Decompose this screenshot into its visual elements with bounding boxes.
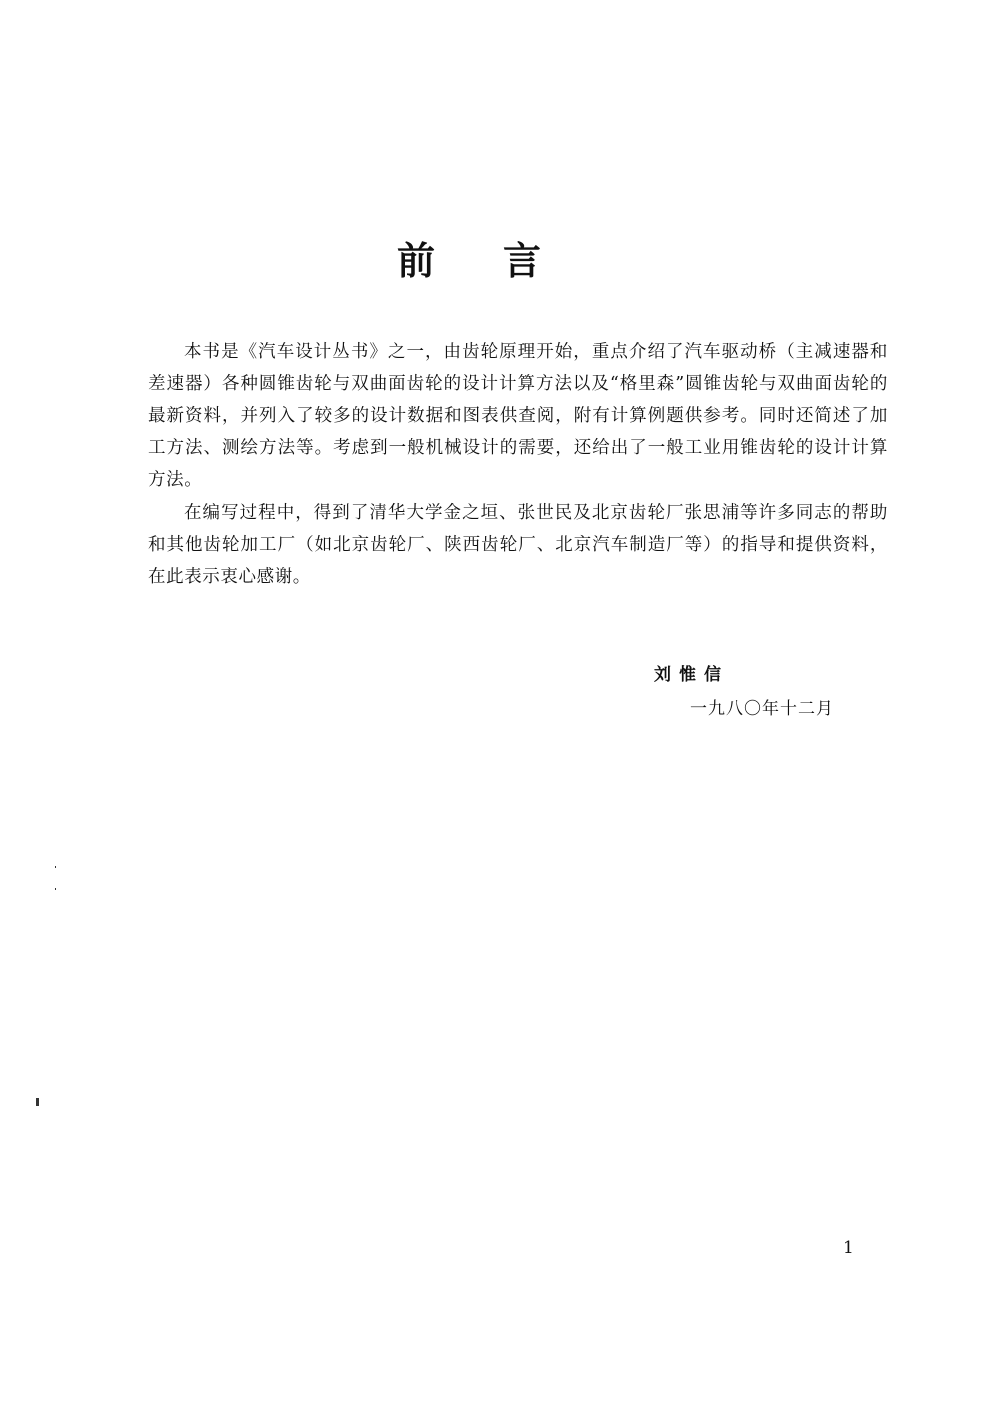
- scan-speck: [55, 866, 56, 868]
- author-signature: 刘惟信: [654, 665, 729, 685]
- preface-title: 前言: [396, 238, 609, 283]
- preface-paragraph-2: 在编写过程中，得到了清华大学金之垣、张世民及北京齿轮厂张思浦等许多同志的帮助和其他齿轮加工厂（如北京齿轮厂、陕西齿轮厂、北京汽车制造厂等）的指导和提供资料，在此表示衷心感谢。: [148, 503, 888, 587]
- preface-body: [148, 336, 888, 593]
- preface-date: 一九八〇年十二月: [690, 699, 834, 719]
- scan-speck: [55, 888, 56, 890]
- page-number: 1: [843, 1238, 854, 1258]
- scan-speck: [36, 1098, 39, 1106]
- preface-paragraph-1: 本书是《汽车设计丛书》之一，由齿轮原理开始，重点介绍了汽车驱动桥（主减速器和差速器）各种圆锥齿轮与双曲面齿轮的设计计算方法以及“格里森”圆锥齿轮与双曲面齿轮的最新资料，并列入了较多的设计数据和图表供查阅，附有计算例题供参考。同时还简述了加工方法、测绘方法等。考虑到一般机械设计的需要，还给出了一般工业用锥齿轮的设计计算方法。: [148, 342, 888, 490]
